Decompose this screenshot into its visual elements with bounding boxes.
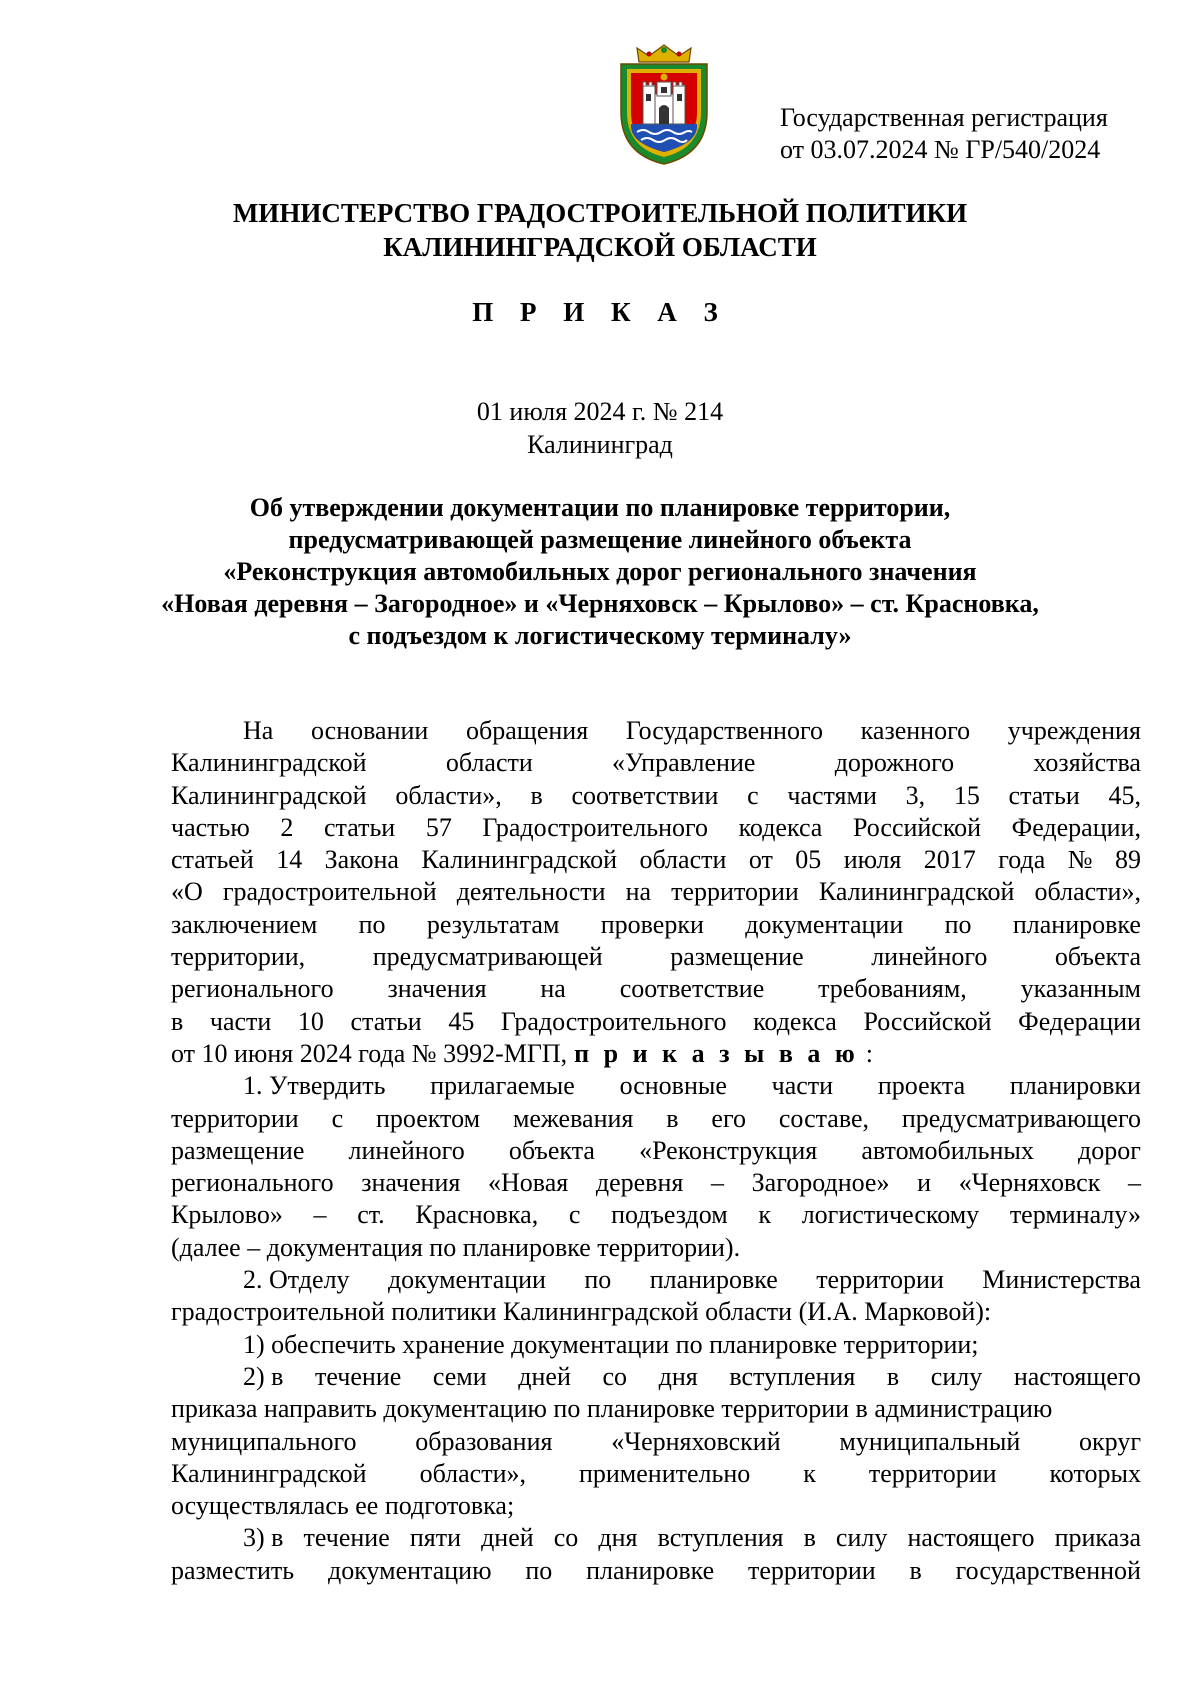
word: дорог — [1078, 1135, 1141, 1165]
word: Калининградской — [171, 1458, 367, 1488]
word: Государственного — [625, 716, 823, 745]
item-2-1-line: 1) обеспечить хранение документации по планировке территории; — [243, 1329, 979, 1359]
word: на — [625, 877, 652, 907]
word: территории — [748, 1555, 876, 1585]
coat-of-arms-emblem — [615, 42, 713, 167]
word: муниципального — [171, 1426, 357, 1456]
word: 3, — [905, 780, 926, 810]
word: кодекса — [753, 1006, 837, 1036]
word: статьи — [324, 812, 396, 842]
word: «Черняховск — [958, 1168, 1101, 1198]
word: области», — [1034, 877, 1141, 907]
word: автомобильных — [861, 1135, 1034, 1165]
body-line — [171, 1264, 1141, 1296]
body-line — [171, 780, 1141, 812]
word: планировке — [1012, 909, 1141, 939]
state-registration-stamp — [780, 102, 1160, 166]
word: Российской — [863, 1006, 992, 1036]
word: в — [666, 1103, 679, 1133]
word: Калининградской — [171, 780, 367, 810]
word: планировке — [586, 1555, 715, 1585]
word: хозяйства — [1033, 748, 1141, 778]
word: планировке — [649, 1265, 778, 1295]
body-line — [171, 1006, 1141, 1038]
order-date-number: 01 июля 2024 г. № 214 — [476, 397, 724, 426]
word: силу — [930, 1361, 983, 1391]
word: семи — [432, 1361, 487, 1391]
word: 1. Утвердить — [243, 1071, 386, 1101]
item-2-2-line-2: приказа направить документацию по планировке территории в администрацию — [171, 1394, 1053, 1424]
word: вступления — [657, 1523, 784, 1553]
word: предусматривающей — [372, 942, 603, 972]
word: 45 — [448, 1006, 475, 1036]
word: 2. Отделу — [243, 1265, 350, 1295]
word: объекта — [1054, 942, 1141, 972]
word: логистическому — [801, 1200, 980, 1230]
word: – — [1128, 1168, 1141, 1198]
item-1-end-line: (далее – документация по планировке территории). — [171, 1232, 741, 1262]
word: настоящего — [907, 1523, 1035, 1553]
word: регионального — [171, 974, 334, 1004]
word: Министерства — [982, 1265, 1141, 1295]
word: территории — [868, 1458, 997, 1488]
title-line: предусматривающей размещение линейного объекта — [288, 525, 912, 554]
word: ст. — [357, 1200, 385, 1230]
title-line: «Новая деревня – Загородное» и «Черняховск – Крылово» – ст. Красновка, — [161, 589, 1039, 618]
word: в — [803, 1523, 816, 1553]
word: территории — [671, 877, 799, 907]
word: проектом — [376, 1103, 481, 1133]
word: статьи — [1008, 780, 1080, 810]
word: Калининградской — [421, 845, 618, 875]
word: части — [771, 1071, 834, 1101]
body-line — [171, 715, 1141, 747]
word: «Реконструкция — [639, 1135, 818, 1165]
word: градостроительной — [222, 877, 437, 907]
word: от — [748, 845, 773, 875]
word: «Новая — [487, 1168, 569, 1198]
word: № — [1067, 845, 1093, 875]
word: в — [886, 1361, 900, 1391]
word: области», — [419, 1458, 526, 1488]
word: требованиям, — [818, 974, 967, 1004]
word: Загородное» — [751, 1168, 890, 1198]
order-city: Калининград — [527, 430, 673, 459]
word: линейного — [871, 942, 988, 972]
word: прилагаемые — [430, 1071, 575, 1101]
word: по — [358, 909, 386, 939]
document-body — [171, 715, 1141, 1587]
body-line — [171, 876, 1141, 908]
word: разместить — [171, 1555, 295, 1585]
item-2-2-end-line: осуществлялась ее подготовка; — [171, 1491, 515, 1521]
word: «О — [171, 877, 203, 907]
word: Градостроительного — [500, 1006, 727, 1036]
body-line — [171, 1167, 1141, 1199]
word: к — [758, 1200, 772, 1230]
word: июля — [843, 845, 902, 875]
word: 2 — [280, 812, 294, 842]
word: значения — [361, 1168, 461, 1198]
word: 2) в — [243, 1361, 284, 1391]
word: частью — [171, 812, 250, 842]
word: подъездом — [611, 1200, 728, 1230]
word: «Черняховский — [611, 1426, 781, 1456]
word: 14 — [276, 845, 303, 875]
word: Российской — [852, 812, 982, 842]
body-line — [171, 1135, 1141, 1167]
word: Закона — [324, 845, 399, 875]
word: приказа — [1054, 1523, 1141, 1553]
word: – — [710, 1168, 724, 1198]
word: года — [998, 845, 1046, 875]
word: течение — [315, 1361, 402, 1391]
word: образования — [415, 1426, 553, 1456]
word: с — [568, 1200, 581, 1230]
word: дней — [481, 1523, 534, 1553]
word: основные — [619, 1071, 727, 1101]
word: На — [243, 716, 274, 745]
word: заключением — [171, 909, 318, 939]
word: дорожного — [834, 748, 955, 778]
word: со — [553, 1523, 579, 1553]
word: документации — [387, 1265, 546, 1295]
word: основании — [311, 716, 429, 745]
word: силу — [835, 1523, 888, 1553]
word: частями — [787, 780, 877, 810]
word: учреждения — [1007, 716, 1141, 745]
word: области», — [395, 780, 502, 810]
body-line — [171, 1426, 1141, 1458]
word: области — [639, 845, 727, 875]
ministry-line-2: КАЛИНИНГРАДСКОЙ ОБЛАСТИ — [383, 232, 817, 262]
word: статьи — [350, 1006, 422, 1036]
word: Красновка, — [415, 1200, 539, 1230]
word: Калининградской — [818, 877, 1015, 907]
word: к — [803, 1458, 816, 1488]
word: по — [944, 909, 972, 939]
word: с — [331, 1103, 344, 1133]
word: Федерации — [1018, 1006, 1141, 1036]
registration-line-2: от 03.07.2024 № ГР/540/2024 — [780, 135, 1101, 164]
word: проверки — [600, 909, 704, 939]
body-line — [171, 1103, 1141, 1135]
word: 2017 — [923, 845, 976, 875]
word: и — [917, 1168, 932, 1198]
word: части — [209, 1006, 272, 1036]
word: пяти — [409, 1523, 461, 1553]
item-2-line-2: градостроительной политики Калининградской области (И.А. Марковой): — [171, 1297, 992, 1327]
body-line — [171, 1458, 1141, 1490]
word: Калининградской — [171, 748, 367, 778]
body-line — [171, 973, 1141, 1005]
word: казенного — [860, 716, 971, 745]
word: в — [909, 1555, 922, 1585]
word: планировки — [1009, 1071, 1141, 1101]
word: территории — [171, 1103, 299, 1133]
word: значения — [387, 974, 487, 1004]
title-line: с подъездом к логистическому терминалу» — [348, 621, 852, 650]
decree-word: п р и к а з ы в а ю : — [574, 1038, 873, 1068]
word: в — [530, 780, 543, 810]
word: составе, — [778, 1103, 869, 1133]
word: терминалу» — [1009, 1200, 1141, 1230]
word: территории — [816, 1265, 944, 1295]
word: Градостроительного — [482, 812, 709, 842]
ministry-line-1: МИНИСТЕРСТВО ГРАДОСТРОИТЕЛЬНОЙ ПОЛИТИКИ — [232, 198, 968, 228]
word: – — [313, 1200, 327, 1230]
word: регионального — [171, 1168, 334, 1198]
word: результатам — [426, 909, 560, 939]
decree-line — [171, 1038, 1141, 1070]
word: на — [540, 974, 566, 1004]
word: дней — [518, 1361, 571, 1391]
body-line — [171, 844, 1141, 876]
word: Крылово» — [171, 1200, 283, 1230]
word: 3) в — [243, 1523, 284, 1553]
word: применительно — [578, 1458, 751, 1488]
word: по — [584, 1265, 612, 1295]
title-line: «Реконструкция автомобильных дорог регионального значения — [223, 557, 977, 586]
word: государственной — [955, 1555, 1141, 1585]
word: указанным — [1020, 974, 1141, 1004]
word: 15 — [953, 780, 980, 810]
word: кодекса — [738, 812, 823, 842]
body-line — [171, 1522, 1141, 1554]
body-line — [171, 909, 1141, 941]
word: деревня — [595, 1168, 684, 1198]
word: муниципальный — [839, 1426, 1021, 1456]
body-line — [171, 747, 1141, 779]
body-line — [171, 1555, 1141, 1587]
word: Федерации, — [1011, 812, 1141, 842]
word: межевания — [512, 1103, 634, 1133]
word: области — [445, 748, 533, 778]
word: проекта — [877, 1071, 966, 1101]
word: документации — [745, 909, 904, 939]
word: 05 — [795, 845, 822, 875]
word: течение — [303, 1523, 390, 1553]
word: 45, — [1108, 780, 1141, 810]
title-line: Об утверждении документации по планировке территории, — [249, 493, 951, 522]
word: с — [747, 780, 759, 810]
body-line — [171, 1070, 1141, 1102]
word: документацию — [327, 1555, 492, 1585]
word: настоящего — [1013, 1361, 1141, 1391]
word: вступления — [729, 1361, 856, 1391]
word: обращения — [466, 716, 589, 745]
word: со — [602, 1361, 628, 1391]
word: 10 — [297, 1006, 324, 1036]
body-line — [171, 941, 1141, 973]
word: его — [711, 1103, 746, 1133]
document-type-heading: П Р И К А З — [472, 297, 728, 327]
word: по — [525, 1555, 553, 1585]
word: объекта — [508, 1135, 595, 1165]
order-date-block — [0, 395, 1200, 461]
word: которых — [1049, 1458, 1141, 1488]
ministry-heading — [0, 196, 1200, 264]
word: 57 — [425, 812, 452, 842]
body-line — [171, 1199, 1141, 1231]
word: размещение — [670, 942, 804, 972]
word: соответствие — [619, 974, 765, 1004]
word: 89 — [1114, 845, 1141, 875]
word: в — [171, 1006, 184, 1036]
document-title — [60, 492, 1140, 652]
registration-line-1: Государственная регистрация — [780, 103, 1108, 132]
word: «Управление — [612, 748, 756, 778]
word: дня — [658, 1361, 698, 1391]
word: территории, — [171, 942, 306, 972]
body-line — [171, 812, 1141, 844]
word: предусматривающего — [901, 1103, 1141, 1133]
word: округ — [1079, 1426, 1141, 1456]
word: соответствии — [571, 780, 719, 810]
word: дня — [598, 1523, 638, 1553]
word: размещение — [171, 1135, 305, 1165]
word: статьей — [171, 845, 254, 875]
word: линейного — [348, 1135, 465, 1165]
body-line — [171, 1361, 1141, 1393]
decree-date-reference: от 10 июня 2024 года № 3992-МГП, — [171, 1038, 568, 1068]
word: деятельности — [456, 877, 606, 907]
